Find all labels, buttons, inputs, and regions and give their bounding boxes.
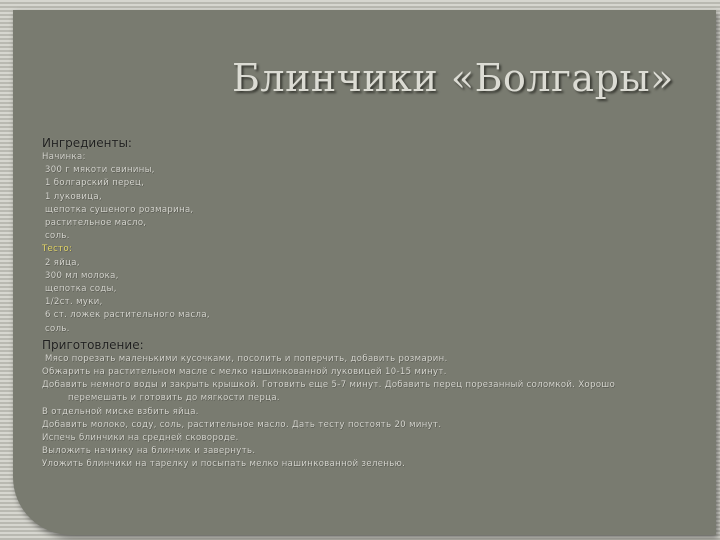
filling-item: 1 луковица, xyxy=(45,191,103,202)
dough-label: Тесто: xyxy=(42,244,73,255)
dough-item: 300 мл молока, xyxy=(45,270,119,281)
ingredients-heading: Ингредиенты: xyxy=(42,136,132,150)
filling-item: 300 г мякоти свинины, xyxy=(45,165,155,176)
dough-item: 6 ст. ложек растительного масла, xyxy=(45,310,210,321)
recipe-content xyxy=(42,136,707,472)
preparation-step: Добавить молоко, соду, соль, растительное масло. Дать тесту постоять 20 минут. xyxy=(42,419,442,430)
filling-label: Начинка: xyxy=(42,152,86,162)
filling-item: растительное масло, xyxy=(45,218,147,229)
preparation-step: В отдельной миске взбить яйца. xyxy=(42,406,199,417)
preparation-heading: Приготовление: xyxy=(42,337,144,352)
filling-item: соль. xyxy=(45,231,70,242)
preparation-step: Испечь блинчики на средней сковороде. xyxy=(42,433,239,444)
filling-item: 1 болгарский перец, xyxy=(45,178,145,189)
dough-item: 1/2ст. муки, xyxy=(45,297,103,308)
preparation-step: Выложить начинку на блинчик и завернуть. xyxy=(42,446,256,457)
preparation-step: Добавить немного воды и закрыть крышкой. Готовить еще 5-7 минут. Добавить перец порезанный соломкой. Хорошо xyxy=(42,380,616,391)
preparation-step: Обжарить на растительном масле с мелко нашинкованной луковицей 10-15 минут. xyxy=(42,367,447,378)
preparation-step: Мясо порезать маленькими кусочками, посолить и поперчить, добавить розмарин. xyxy=(45,353,448,364)
preparation-step: Уложить блинчики на тарелку и посыпать мелко нашинкованной зеленью. xyxy=(42,459,406,470)
preparation-step-continuation: перемешать и готовить до мягкости перца. xyxy=(68,393,280,404)
dough-item: 2 яйца, xyxy=(45,257,80,268)
dough-item: соль. xyxy=(45,323,70,334)
dough-item: щепотка соды, xyxy=(45,284,117,295)
filling-item: щепотка сушеного розмарина, xyxy=(45,204,194,215)
slide-title: Блинчики «Болгары» xyxy=(232,56,674,100)
